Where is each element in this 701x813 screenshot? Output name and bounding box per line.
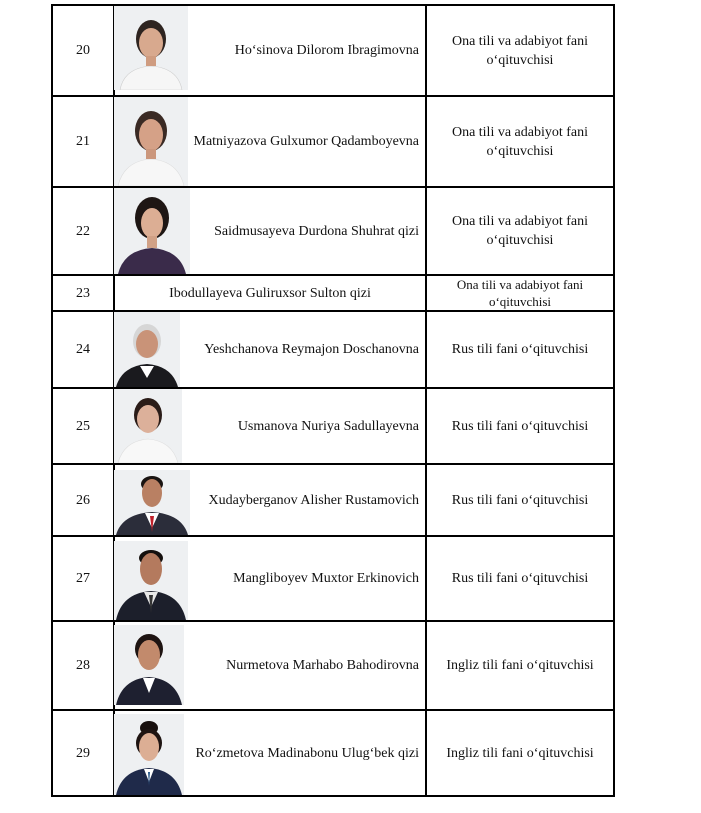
teacher-name: Ibodullayeva Guliruxsor Sulton qizi: [169, 285, 371, 301]
teacher-name: Matniyazova Gulxumor Qadamboyevna: [193, 134, 419, 149]
teacher-name: Mangliboyev Muxtor Erkinovich: [233, 571, 419, 586]
teacher-role: Rus tili fani o‘qituvchisi: [451, 492, 589, 508]
row-number: 21: [76, 134, 90, 149]
teacher-role: Rus tili fani o‘qituvchisi: [451, 418, 589, 434]
teacher-role: Ingliz tili fani o‘qituvchisi: [446, 745, 594, 761]
teacher-name: Ho‘sinova Dilorom Ibragimovna: [234, 43, 419, 58]
teacher-name: Yeshchanova Reymajon Doschanovna: [204, 342, 419, 357]
teacher-name: Nurmetova Marhabo Bahodirovna: [226, 658, 419, 673]
teacher-role: Ona tili va adabiyot fani o‘qituvchisi: [456, 277, 584, 309]
staff-table: [51, 4, 615, 797]
teacher-name: Ro‘zmetova Madinabonu Ulug‘bek qizi: [195, 745, 419, 761]
table-border-right: [613, 4, 615, 797]
teacher-name: Saidmusayeva Durdona Shuhrat qizi: [214, 223, 419, 239]
teacher-name: Xudayberganov Alisher Rustamovich: [208, 492, 419, 508]
table-border-bottom: [51, 795, 615, 797]
row-number: 26: [76, 492, 90, 508]
teacher-role: Ona tili va adabiyot fani o‘qituvchisi: [451, 124, 589, 159]
row-number: 22: [76, 223, 90, 239]
row-number: 25: [76, 418, 90, 434]
teacher-name: Usmanova Nuriya Sadullayevna: [237, 418, 419, 434]
teacher-role: Ona tili va adabiyot fani o‘qituvchisi: [451, 33, 589, 68]
row-number: 20: [76, 43, 90, 58]
row-number: 24: [76, 342, 90, 357]
row-number: 23: [76, 285, 90, 301]
row-number: 29: [76, 745, 90, 761]
teacher-role: Ingliz tili fani o‘qituvchisi: [446, 658, 594, 673]
teacher-role: Ona tili va adabiyot fani o‘qituvchisi: [451, 214, 589, 248]
row-number: 28: [76, 658, 90, 673]
teacher-role: Rus tili fani o‘qituvchisi: [451, 342, 589, 357]
row-number: 27: [76, 571, 90, 586]
teacher-role: Rus tili fani o‘qituvchisi: [451, 571, 589, 586]
